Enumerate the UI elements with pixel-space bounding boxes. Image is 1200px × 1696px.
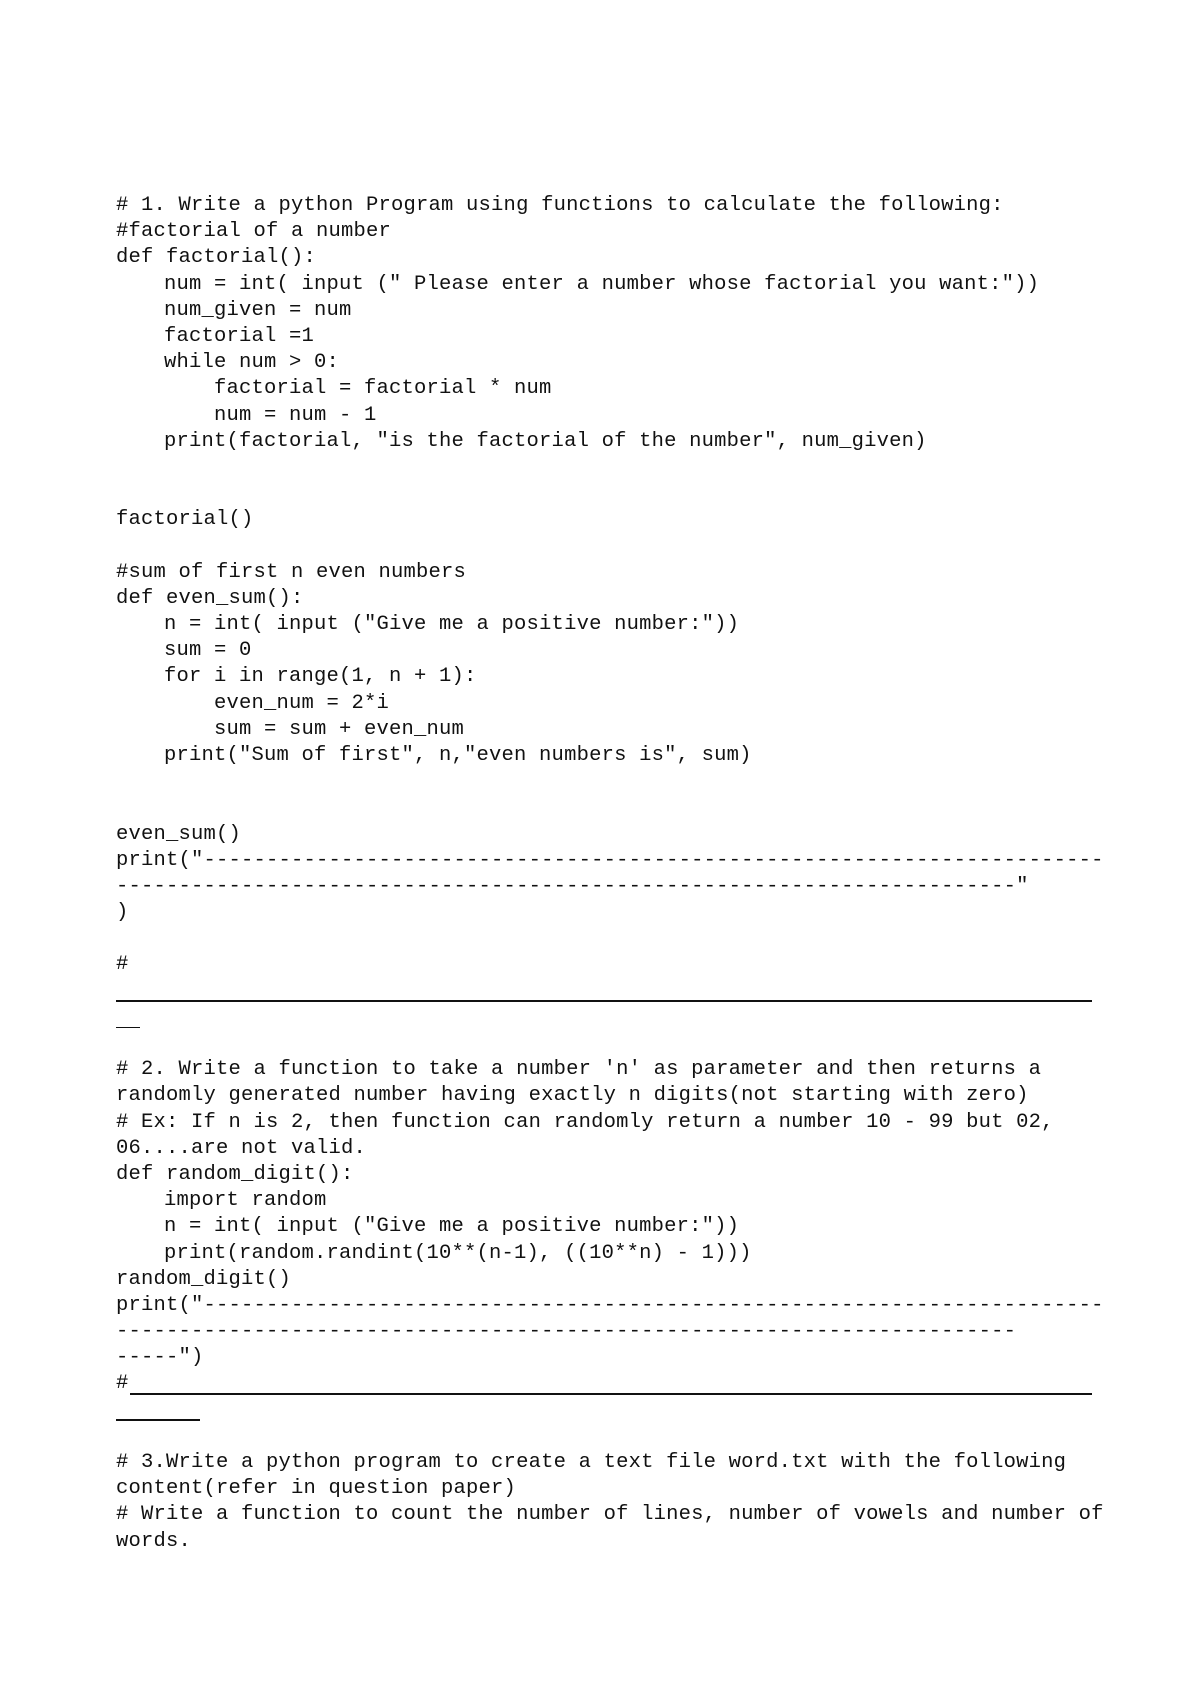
- rule-line: [116, 1419, 200, 1421]
- comment-q3-cont: content(refer in question paper): [116, 1477, 517, 1501]
- rule-line: [116, 1000, 1092, 1002]
- comment-q3-task: # Write a function to count the number of lines, number of vowels and number of: [116, 1503, 1104, 1527]
- code-line: even_num = 2*i: [214, 691, 390, 715]
- print-close: ): [116, 901, 129, 925]
- def-random-digit: def random_digit():: [116, 1162, 354, 1186]
- code-line: print(factorial, "is the factorial of the number", num_given): [164, 429, 927, 453]
- code-line: num = int( input (" Please enter a number whose factorial you want:")): [164, 272, 1040, 296]
- comment-even-sum: #sum of first n even numbers: [116, 560, 467, 584]
- blank-line: [116, 1424, 1096, 1450]
- blank-line: [116, 481, 1096, 507]
- blank-line: [116, 926, 1096, 952]
- comment-hash: #: [116, 953, 129, 977]
- code-line: sum = 0: [164, 639, 252, 663]
- blank-line: [116, 455, 1096, 481]
- blank-line: [116, 1031, 1096, 1057]
- print-separator-end: -----"): [116, 1346, 204, 1370]
- comment-q2-example: # Ex: If n is 2, then function can randomly return a number 10 - 99 but 02,: [116, 1110, 1054, 1134]
- code-line: n = int( input ("Give me a positive number:")): [164, 1215, 740, 1239]
- code-line: factorial =1: [164, 324, 315, 348]
- underscore-rule-cont: [116, 1005, 1096, 1031]
- rule-line: [116, 1027, 140, 1029]
- code-line: for i in range(1, n + 1):: [164, 665, 477, 689]
- code-line: num = num - 1: [214, 403, 377, 427]
- code-line: num_given = num: [164, 298, 352, 322]
- code-line: import random: [164, 1189, 327, 1213]
- underscore-rule: [116, 1371, 1096, 1397]
- comment-q2-example-cont: 06....are not valid.: [116, 1136, 367, 1160]
- code-line: factorial = factorial * num: [214, 377, 552, 401]
- comment-q1-title: # 1. Write a python Program using functions to calculate the following:: [116, 194, 1004, 217]
- def-even-sum: def even_sum():: [116, 586, 304, 610]
- print-separator-cont: ------------------------------------------------------------------------: [116, 1320, 1017, 1344]
- comment-q3-title: # 3.Write a python program to create a text file word.txt with the following: [116, 1451, 1067, 1474]
- underscore-rule-cont: [116, 1398, 1096, 1424]
- call-random-digit: random_digit(): [116, 1267, 292, 1291]
- blank-line: [116, 795, 1096, 821]
- call-factorial: factorial(): [116, 508, 254, 532]
- print-separator: print("------------------------------------------------------------------------: [116, 848, 1104, 872]
- blank-line: [116, 533, 1096, 559]
- comment-hash: #: [116, 1372, 129, 1396]
- code-line: sum = sum + even_num: [214, 717, 465, 741]
- print-separator-cont: ------------------------------------------------------------------------": [116, 874, 1029, 898]
- def-factorial: def factorial():: [116, 246, 317, 270]
- rule-line: [130, 1393, 1092, 1395]
- comment-q2-cont: randomly generated number having exactly n digits(not starting with zero): [116, 1084, 1029, 1108]
- call-even-sum: even_sum(): [116, 822, 242, 846]
- code-line: print(random.randint(10**(n-1), ((10**n) - 1))): [164, 1241, 752, 1265]
- print-separator: print("------------------------------------------------------------------------: [116, 1293, 1104, 1317]
- code-line: print("Sum of first", n,"even numbers is", sum): [164, 743, 752, 767]
- code-line: n = int( input ("Give me a positive number:")): [164, 613, 740, 636]
- code-line: while num > 0:: [164, 351, 340, 375]
- comment-factorial: #factorial of a number: [116, 220, 392, 244]
- comment-q2-title: # 2. Write a function to take a number 'n' as parameter and then returns a: [116, 1058, 1042, 1082]
- comment-q3-task-cont: words.: [116, 1529, 192, 1553]
- blank-line: [116, 769, 1096, 795]
- code-listing: [116, 193, 1104, 1555]
- underscore-rule: [116, 979, 1096, 1005]
